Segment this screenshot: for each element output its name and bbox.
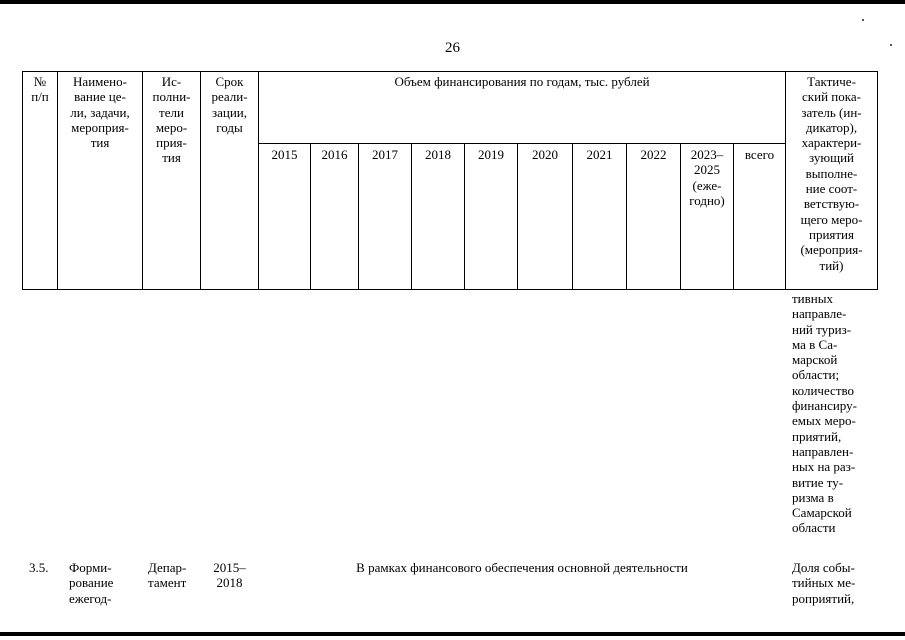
row-3-5-name: Форми- рование ежегод- (69, 560, 114, 606)
year-2016: 2016 (321, 147, 348, 162)
indicator-continuation: тивных направле- ний туриз- ма в Са- марской области; количество финансиру- емых меро- приятий, направлен- ных на раз- витие ту- ризма в Самарской области (792, 291, 857, 536)
page-number: 26 (445, 40, 460, 56)
col-rule (517, 143, 518, 290)
header-indicator: Тактиче- ский пока- затель (ин- дикатор), характери- зующий выполне- ние соот- ветствую- щего меро- приятия (мероприя- тий) (800, 74, 863, 273)
header-name: Наимено- вание це- ли, задачи, мероприя- тия (70, 74, 130, 151)
row-3-5-term: 2015– 2018 (213, 560, 246, 591)
col-rule (358, 143, 359, 290)
row-3-5-funding-note: В рамках финансового обеспечения основной деятельности (356, 560, 688, 575)
bottom-border (0, 632, 905, 636)
year-2017: 2017 (372, 147, 398, 162)
col-rule (877, 71, 878, 290)
year-2021: 2021 (586, 147, 613, 162)
header-executors: Ис- полни- тели меро- прия- тия (152, 74, 191, 166)
header-term: Срок реали- зации, годы (211, 74, 248, 135)
year-2018: 2018 (425, 147, 451, 162)
row-3-5-executor: Депар- тамент (148, 560, 187, 591)
col-rule (572, 143, 573, 290)
header-num: № п/п (31, 74, 49, 105)
year-2019: 2019 (478, 147, 504, 162)
year-2020: 2020 (532, 147, 558, 162)
col-rule (411, 143, 412, 290)
scan-speck (862, 19, 864, 21)
year-2023-2025: 2023– 2025 (еже- годно) (689, 147, 725, 208)
col-rule (733, 143, 734, 290)
top-border (0, 0, 905, 4)
years-header-rule (258, 143, 785, 144)
header-bottom-rule (22, 289, 878, 290)
year-2022: 2022 (640, 147, 667, 162)
col-rule (626, 143, 627, 290)
table-top-rule (22, 71, 878, 72)
col-rule (310, 143, 311, 290)
col-rule (258, 71, 259, 290)
row-3-5-indicator: Доля собы- тийных ме- роприятий, (792, 560, 856, 606)
row-3-5-num: 3.5. (29, 560, 49, 575)
year-2015: 2015 (271, 147, 298, 162)
year-total: всего (744, 147, 775, 162)
col-rule (464, 143, 465, 290)
header-funding: Объем финансирования по годам, тыс. рублей (394, 74, 650, 89)
